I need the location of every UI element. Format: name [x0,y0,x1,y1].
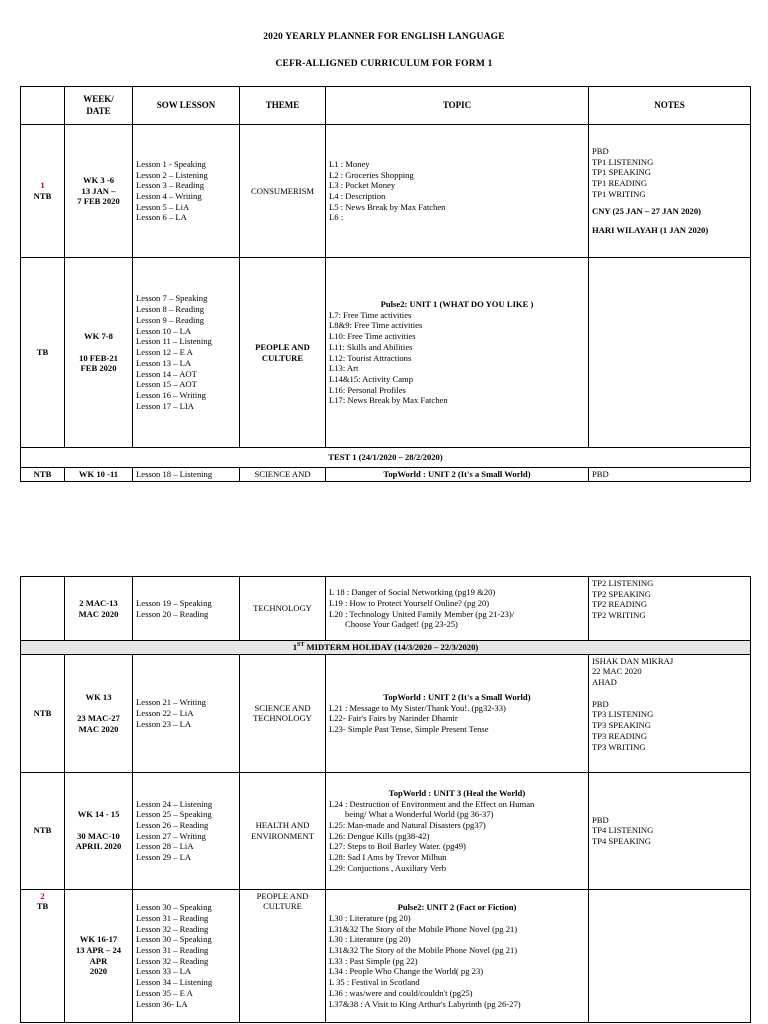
table-row [21,468,751,482]
list-item: L17: News Break by Max Fatchen [329,395,448,406]
list-item: L25: Man-made and Natural Disasters (pg37) [329,820,486,830]
list-item: Lesson 9 – Reading [136,314,205,325]
list-item: L14&15: Activity Camp [329,373,414,384]
week-date: 2 MAC-13 MAC 2020 [65,577,133,641]
notes [589,654,751,772]
list-item: L33 : Past Simple (pg 22) [329,955,418,966]
table-row [21,577,751,641]
list-item: Lesson 27 – Writing [136,830,206,841]
list-item: TP3 READING [592,730,648,741]
list-item: Lesson 30 – Speaking [136,902,212,913]
row-type [21,577,65,641]
list-item: L26: Dengue Kills (pg38-42) [329,830,430,841]
list-item: Lesson 14 – AOT [136,368,197,379]
list-item: L3 : Pocket Money [329,180,396,191]
row-type: TB [21,258,65,448]
list-item: TP3 WRITING [592,741,646,752]
header-notes: NOTES [589,87,751,125]
list-item: TP3 LISTENING [592,709,654,720]
theme: PEOPLE AND CULTURE [240,889,326,1022]
list-item: Lesson 35 – E A [136,987,193,998]
list-item: Lesson 25 – Speaking [136,809,212,820]
list-item: TP1 READING [592,178,648,189]
topics: L 18 : Danger of Social Networking (pg19 &20) L19 : How to Protect Yourself Online? (pg 20) L20 : Technology United Family Member (pg 21-23)/ Choose Your Gadget! (pg 23-25) [326,577,589,641]
header-week: WEEK/ DATE [65,87,133,125]
list-item: Lesson 33 – LA [136,966,192,977]
list-item: L29: Conjuctions , Auxiliary Verb [329,862,447,873]
row-type: NTB [21,654,65,772]
list-item: TP1 SPEAKING [592,167,651,178]
list-item: Lesson 30 – Speaking [136,934,212,945]
list-item: Lesson 34 – Listening [136,977,213,988]
list-item: L12: Tourist Attractions [329,352,412,363]
list-item: L27: Steps to Boil Barley Water. (pg49) [329,841,466,852]
list-item: Lesson 13 – LA [136,357,192,368]
header-topic: TOPIC [326,87,589,125]
notes [589,577,751,641]
list-item: Lesson 1 - Speaking [136,158,206,169]
list-item: ISHAK DAN MIKRAJ [592,655,674,666]
list-item: L36 : was/were and could/couldn't (pg25) [329,987,473,998]
list-item: Lesson 26 – Reading [136,820,209,830]
list-item: Lesson 8 – Reading [136,304,205,315]
list-item: Lesson 16 – Writing [136,390,206,401]
theme: PEOPLE AND CULTURE [240,258,326,448]
document-title: 2020 YEARLY PLANNER FOR ENGLISH LANGUAGE [263,32,505,42]
table-row [21,654,751,772]
list-item: Lesson 12 – E A [136,347,193,358]
sow-lessons [133,654,240,772]
list-item: TP4 SPEAKING [592,836,651,847]
header-theme: THEME [240,87,326,125]
week-date: WK 13 23 MAC-27 MAC 2020 [65,654,133,772]
list-item: PBD [592,145,609,156]
theme: SCIENCE AND TECHNOLOGY [240,654,326,772]
list-item: L6 : [329,212,344,223]
header-num [21,87,65,125]
notes [589,258,751,448]
list-item: TP2 SPEAKING [592,588,651,599]
topics: TopWorld : UNIT 2 (It's a Small World) [326,468,589,482]
list-item: L16: Personal Profiles [329,384,406,395]
list-item: TP1 WRITING [592,188,646,199]
row-type: NTB [21,468,65,482]
theme: CONSUMERISM [240,125,326,258]
list-item: L21 : Message to My Sister/Thank You!. (pg32-33) [329,702,506,713]
list-item: Lesson 32 – Reading [136,923,209,934]
list-item: L13: Art [329,363,359,374]
list-item: L20 : Technology United Family Member (pg 21-23)/ [329,608,515,619]
notes: PBD [589,468,751,482]
row-type: 2 TB [21,889,65,1022]
list-item: Lesson 22 – LiA [136,707,194,718]
midterm-band: 1ST MIDTERM HOLIDAY (14/3/2020 – 22/3/2020) [21,641,751,655]
list-item: L31&32 The Story of the Mobile Phone Novel (pg 21) [329,945,518,955]
sow-lessons: Lesson 18 – Listening [133,468,240,482]
list-item: L23- Simple Past Tense, Simple Present Tense [329,723,489,734]
list-item: Lesson 36- LA [136,998,188,1009]
planner-table-2 [20,576,751,1023]
test-band: TEST 1 (24/1/2020 – 28/2/2020) [21,448,751,468]
list-item: Lesson 28 – LiA [136,841,194,852]
theme: HEALTH AND ENVIRONMENT [240,772,326,889]
table-row [21,125,751,258]
test-row [21,448,751,468]
list-item: Lesson 4 – Writing [136,191,202,201]
list-item: L37&38 : A Visit to King Arthur's Labyrinth (pg 26-27) [329,998,521,1009]
list-item: 22 MAC 2020 [592,666,642,677]
list-item: Lesson 6 – LA [136,212,187,223]
topics: TopWorld : UNIT 3 (Heal the World) L24 : Destruction of Environment and the Effect on Human being/ What a Wonderful World (pg 36-37) L25: Man-made and Natural Disasters (pg37) L26: Dengue Kills (pg38-42) L27: Steps to Boil Barley Water. (pg49) L28: Sad I Ams by Trevor Milhun L29: Conjuctions , Auxiliary Verb [326,772,589,889]
table-row [21,772,751,889]
list-item: Lesson 31 – Reading [136,912,209,923]
list-item [592,688,747,699]
list-item: TP2 READING [592,599,648,610]
header-row [21,87,751,125]
list-item: Lesson 5 – LiA [136,201,190,212]
list-item: L4 : Description [329,191,386,201]
list-item: TP3 SPEAKING [592,720,651,731]
theme: TECHNOLOGY [240,577,326,641]
list-item: TP2 LISTENING [592,578,654,588]
list-item: Lesson 11 – Listening [136,336,212,347]
list-item: L2 : Groceries Shopping [329,169,414,180]
list-item: Lesson 17 – LIA [136,400,194,411]
row-type: 1 NTB [21,125,65,258]
list-item: L31&32 The Story of the Mobile Phone Novel (pg 21) [329,923,518,934]
week-date: WK 10 -11 [65,468,133,482]
list-item: L28: Sad I Ams by Trevor Milhun [329,852,447,863]
list-item: TP1 LISTENING [592,156,654,167]
list-item: Lesson 29 – LA [136,852,192,863]
topics: Pulse2: UNIT 2 (Fact or Fiction) L30 : Literature (pg 20) L31&32 The Story of the Mobile Phone Novel (pg 21) L30 : Literature (pg 20) L31&32 The Story of the Mobile Phone Novel (pg 21) L33 : Past Simple (pg 22) L34 : People Who Change the World( pg 23) L 35 : Festival in Scotland L36 : was/were and could/couldn't (pg25) L37&38 : A Visit to King Arthur's Labyrinth (pg 26-27) [326,889,589,1022]
document-subtitle: CEFR-ALLIGNED CURRICULUM FOR FORM 1 [275,59,493,69]
list-item: L5 : News Break by Max Fatchen [329,201,446,212]
table-row [21,258,751,448]
list-item: Lesson 19 – Speaking [136,597,212,608]
list-item: Lesson 21 – Writing [136,697,206,708]
list-item: Lesson 15 – AOT [136,379,197,390]
list-item: L19 : How to Protect Yourself Online? (pg 20) [329,597,490,608]
list-item: L24 : Destruction of Environment and the Effect on Human [329,798,535,809]
list-item: L30 : Literature (pg 20) [329,912,411,923]
list-item: Lesson 3 – Reading [136,180,205,191]
list-item: L22- Fair's Fairs by Narinder Dhamir [329,713,458,724]
table-row [21,889,751,1022]
row-type: NTB [21,772,65,889]
list-item: L7: Free Time activities [329,309,412,320]
list-item: L1 : Money [329,158,370,169]
notes [589,889,751,1022]
list-item: Lesson 20 – Reading [136,608,209,619]
list-item: L8&9: Free Time activities [329,320,423,331]
list-item: Lesson 32 – Reading [136,955,209,966]
list-item: L 35 : Festival in Scotland [329,977,420,988]
list-item: L11: Skills and Abilities [329,341,413,352]
list-item: L30 : Literature (pg 20) [329,934,411,945]
sow-lessons [133,258,240,448]
topics: Pulse2: UNIT 1 (WHAT DO YOU LIKE ) L7: Free Time activities L8&9: Free Time activities L10: Free Time activities L11: Skills and Abilities L12: Tourist Attractions L13: Art L14&15: Activity Camp L16: Personal Profiles L17: News Break by Max Fatchen [326,258,589,448]
list-item: Lesson 10 – LA [136,325,192,336]
list-item: Lesson 7 – Speaking [136,293,208,304]
list-item: L34 : People Who Change the World( pg 23) [329,966,484,977]
topics [326,125,589,258]
week-date: WK 16-17 13 APR – 24 APR 2020 [65,889,133,1022]
list-item: PBD [592,814,609,825]
topics: TopWorld : UNIT 2 (It's a Small World) L21 : Message to My Sister/Thank You!. (pg32-33) L22- Fair's Fairs by Narinder Dhamir L23- Simple Past Tense, Simple Present Tense [326,654,589,772]
planner-table-1 [20,86,751,482]
week-date: WK 14 - 15 30 MAC-10 APRIL 2020 [65,772,133,889]
list-item: TP2 WRITING [592,610,646,621]
list-item: AHAD [592,677,617,688]
notes: PBD TP1 LISTENING TP1 SPEAKING TP1 READING TP1 WRITING CNY (25 JAN – 27 JAN 2020) HARI WILAYAH (1 JAN 2020) [589,125,751,258]
midterm-row [21,641,751,655]
header-sow: SOW LESSON [133,87,240,125]
list-item: PBD [592,698,609,709]
list-item: Lesson 24 – Listening [136,798,213,809]
week-date: WK 7-8 10 FEB-21 FEB 2020 [65,258,133,448]
sow-lessons [133,772,240,889]
list-item: Lesson 31 – Reading [136,945,209,955]
list-item: Lesson 2 – Listening [136,169,208,180]
sow-lessons [133,889,240,1022]
sow-lessons [133,125,240,258]
theme: SCIENCE AND [240,468,326,482]
list-item: Lesson 23 – LA [136,718,192,729]
list-item: TP4 LISTENING [592,825,654,836]
week-date: WK 3 -6 13 JAN – 7 FEB 2020 [65,125,133,258]
list-item: L10: Free Time activities [329,331,416,342]
notes [589,772,751,889]
sow-lessons [133,577,240,641]
list-item: L 18 : Danger of Social Networking (pg19 &20) [329,587,496,598]
